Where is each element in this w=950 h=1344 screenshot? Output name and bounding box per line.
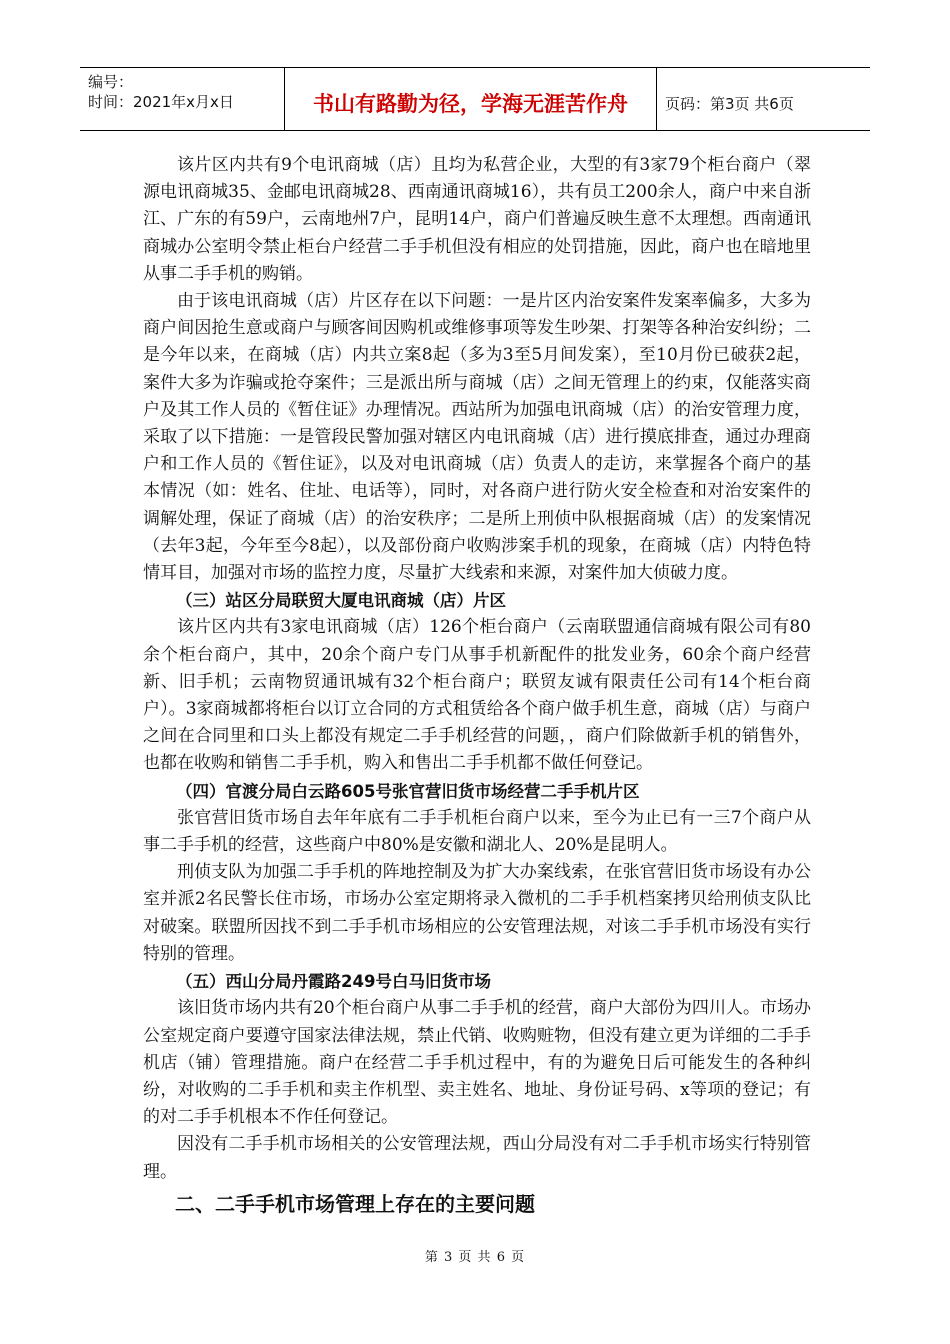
paragraph: 因没有二手手机市场相关的公安管理法规，西山分局没有对二手手机市场实行特别管理。 (143, 1134, 811, 1182)
paragraph: 该片区内共有3家电讯商城（店）126个柜台商户（云南联盟通信商城有限公司有80余个柜台商户，其中，20余个商户专门从事手机新配件的批发业务，60余个商户经营新、旧手机；云南物贸通讯城有32个柜台商户；联贸友诚有限责任公司有14个柜台商户）。3家商城都将柜台以订立合同的方式租赁给各个商户做手机生意，商城（店）与商户之间在合同里和口头上都没有规定二手手机经营的问题，，商户们除做新手机的销售外，也都在收购和销售二手手机，购入和售出二手手机都不做任何登记。 (143, 617, 811, 774)
paragraph: 由于该电讯商城（店）片区存在以下问题：一是片区内治安案件发案率偏多，大多为商户间因抢生意或商户与顾客间因购机或维修事项等发生吵架、打架等各种治安纠纷；二是今年以来，在商城（店）内共立案8起（多为3至5月间发案），至10月份已破获2起，案件大多为诈骗或抢夺案件；三是派出所与商城（店）之间无管理上的约束，仅能落实商户及其工作人员的《暂住证》办理情况。西站所为加强电讯商城（店）的治安管理力度，采取了以下措施：一是管段民警加强对辖区内电讯商城（店）进行摸底排查，通过办理商户和工作人员的《暂住证》，以及对电讯商城（店）负责人的走访，来掌握各个商户的基本情况（如：姓名、住址、电话等），同时，对各商户进行防火安全检查和对治安案件的调解处理，保证了商城（店）的治安秩序；二是所上刑侦中队根据商城（店）的发案情况（去年3起，今年至今8起），以及部份商户收购涉案手机的现象，在商城（店）内特色特情耳目，加强对市场的监控力度，尽量扩大线索和来源，对案件加大侦破力度。 (143, 291, 811, 584)
body-text (143, 152, 811, 1186)
subheading: （三）站区分局联贸大厦电讯商城（店）片区 (176, 591, 506, 611)
document-number: 编号： (88, 73, 134, 91)
page-footer: 第 3 页 共 6 页 (424, 1250, 526, 1265)
header-page-number: 页码：第3页 共6页 (665, 94, 794, 113)
page-header (80, 67, 870, 131)
subheading: （五）西山分局丹霞路249号白马旧货市场 (176, 972, 491, 992)
paragraph: 该旧货市场内共有20个柜台商户从事二手手机的经营，商户大部份为四川人。市场办公室规定商户要遵守国家法律法规，禁止代销、收购赃物，但没有建立更为详细的二手手机店（铺）管理措施。商户在经营二手手机过程中，有的为避免日后可能发生的各种纠纷，对收购的二手手机和卖主作机型、卖主姓名、地址、身份证号码、x等项的登记；有的对二手手机根本不作任何登记。 (143, 998, 811, 1128)
section-heading: 二、二手手机市场管理上存在的主要问题 (175, 1192, 535, 1216)
document-date: 时间：2021年x月x日 (88, 93, 234, 111)
paragraph: 该片区内共有9个电讯商城（店）且均为私营企业，大型的有3家79个柜台商户（翠源电讯商城35、金邮电讯商城28、西南通讯商城16），共有员工200余人，商户中来自浙江、广东的有59户，云南地州7户，昆明14户，商户们普遍反映生意不太理想。西南通讯商城办公室明令禁止柜台户经营二手手机但没有相应的处罚措施，因此，商户也在暗地里从事二手手机的购销。 (143, 155, 811, 284)
header-motto: 书山有路勤为径，学海无涯苦作舟 (285, 68, 657, 130)
header-meta (80, 68, 285, 130)
subheading: （四）官渡分局白云路605号张官营旧货市场经营二手手机片区 (176, 781, 640, 801)
paragraph: 张官营旧货市场自去年年底有二手手机柜台商户以来，至今为止已有一三7个商户从事二手手机的经营，这些商户中80%是安徽和湖北人、20%是昆明人。 (143, 807, 811, 856)
paragraph: 刑侦支队为加强二手手机的阵地控制及为扩大办案线索，在张官营旧货市场设有办公室并派2名民警长住市场，市场办公室定期将录入微机的二手手机档案拷贝给刑侦支队比对破案。联盟所因找不到二手手机市场相应的公安管理法规，对该二手手机市场没有实行特别的管理。 (143, 862, 811, 964)
